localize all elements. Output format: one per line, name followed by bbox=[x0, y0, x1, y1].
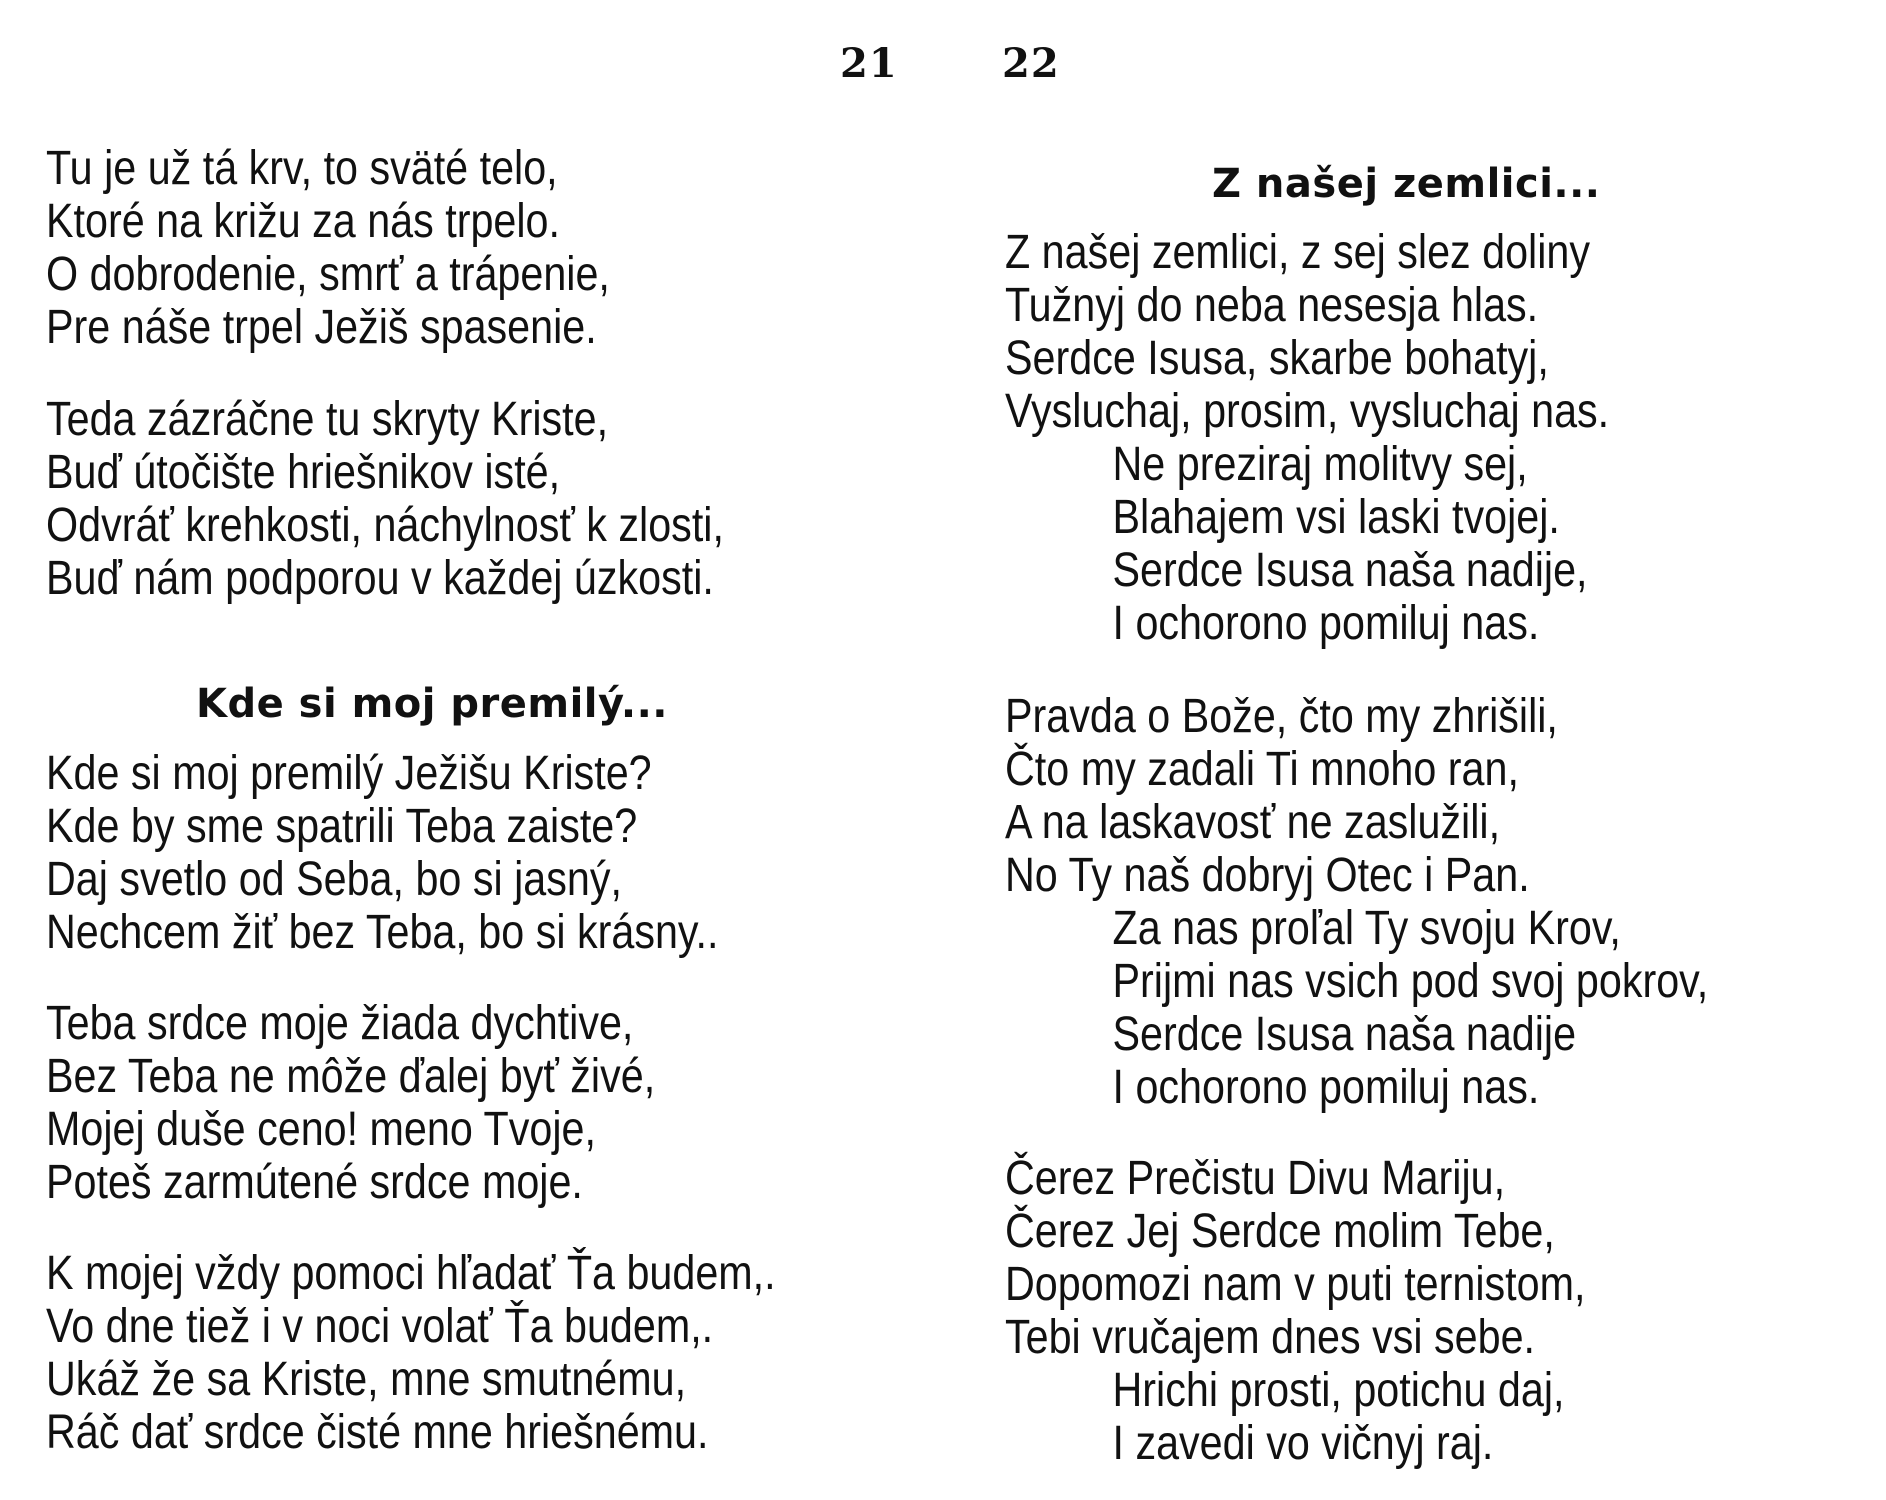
verse-line: Z našej zemlici, z sej slez doliny bbox=[1005, 226, 1591, 279]
verse-line: Čerez Jej Serdce molim Tebe, bbox=[1005, 1205, 1555, 1258]
verse-line: Vo dne tiež i v noci volať Ťa budem,. bbox=[46, 1300, 714, 1353]
page-number-right: 22 bbox=[1002, 40, 1060, 87]
verse-line: Čto my zadali Ti mnoho ran, bbox=[1005, 743, 1519, 796]
verse-line: Kde si moj premilý Ježišu Kriste? bbox=[46, 747, 652, 800]
verse-line: Buď útočište hriešnikov isté, bbox=[46, 446, 561, 499]
stanza bbox=[46, 1247, 894, 1459]
refrain-line: I ochorono pomiluj nas. bbox=[1112, 597, 1540, 650]
stanza bbox=[1005, 690, 1823, 1114]
verse-line: Ráč dať srdce čisté mne hriešnému. bbox=[46, 1406, 709, 1459]
verse-line: Tu je už tá krv, to sväté telo, bbox=[46, 142, 558, 195]
refrain-line: Blahajem vsi laski tvojej. bbox=[1112, 491, 1560, 544]
stanza bbox=[1005, 226, 1708, 650]
stanza bbox=[1005, 1152, 1680, 1470]
verse-line: Pre náše trpel Ježiš spasenie. bbox=[46, 301, 597, 354]
refrain-line: I ochorono pomiluj nas. bbox=[1112, 1061, 1540, 1114]
verse-line: Kde by sme spatrili Teba zaiste? bbox=[46, 800, 638, 853]
verse-line: A na laskavosť ne zaslužili, bbox=[1005, 796, 1501, 849]
refrain-line: Ne preziraj molitvy sej, bbox=[1112, 438, 1528, 491]
verse-line: Vysluchaj, prosim, vysluchaj nas. bbox=[1005, 385, 1610, 438]
page-number-left: 21 bbox=[840, 40, 898, 87]
refrain-line: Hrichi prosti, potichu daj, bbox=[1112, 1364, 1565, 1417]
verse-line: Teda zázráčne tu skryty Kriste, bbox=[46, 393, 609, 446]
verse-line: Mojej duše ceno! meno Tvoje, bbox=[46, 1103, 596, 1156]
verse-line: Dopomozi nam v puti ternistom, bbox=[1005, 1258, 1586, 1311]
refrain-line: Serdce Isusa naša nadije bbox=[1112, 1008, 1577, 1061]
stanza bbox=[46, 997, 754, 1209]
refrain-line: Prijmi nas vsich pod svoj pokrov, bbox=[1112, 955, 1709, 1008]
verse-line: K mojej vždy pomoci hľadať Ťa budem,. bbox=[46, 1247, 776, 1300]
verse-line: Odvráť krehkosti, náchylnosť k zlosti, bbox=[46, 499, 724, 552]
verse-line: Čerez Prečistu Divu Mariju, bbox=[1005, 1152, 1506, 1205]
verse-line: Ktoré na križu za nás trpelo. bbox=[46, 195, 560, 248]
verse-line: Teba srdce moje žiada dychtive, bbox=[46, 997, 634, 1050]
verse-line: Tužnyj do neba nesesja hlas. bbox=[1005, 279, 1539, 332]
verse-line: Daj svetlo od Seba, bo si jasný, bbox=[46, 853, 622, 906]
stanza bbox=[46, 142, 702, 354]
verse-line: Tebi vručajem dnes vsi sebe. bbox=[1005, 1311, 1536, 1364]
stanza bbox=[46, 747, 828, 959]
song-title: Kde si moj premilý... bbox=[196, 681, 669, 727]
verse-line: Serdce Isusa, skarbe bohatyj, bbox=[1005, 332, 1549, 385]
verse-line: O dobrodenie, smrť a trápenie, bbox=[46, 248, 610, 301]
verse-line: Buď nám podporou v každej úzkosti. bbox=[46, 552, 714, 605]
refrain-line: Za nas proľal Ty svoju Krov, bbox=[1112, 902, 1621, 955]
verse-line: No Ty naš dobryj Otec i Pan. bbox=[1005, 849, 1530, 902]
refrain-line: Serdce Isusa naša nadije, bbox=[1112, 544, 1588, 597]
stanza bbox=[46, 393, 834, 605]
verse-line: Bez Teba ne môže ďalej byť živé, bbox=[46, 1050, 656, 1103]
refrain-line: I zavedi vo vičnyj raj. bbox=[1112, 1417, 1494, 1470]
song-title: Z našej zemlici... bbox=[1212, 161, 1601, 207]
verse-line: Poteš zarmútené srdce moje. bbox=[46, 1156, 583, 1209]
verse-line: Ukáž že sa Kriste, mne smutnému, bbox=[46, 1353, 687, 1406]
verse-line: Nechcem žiť bez Teba, bo si krásny.. bbox=[46, 906, 719, 959]
verse-line: Pravda o Bože, čto my zhrišili, bbox=[1005, 690, 1558, 743]
